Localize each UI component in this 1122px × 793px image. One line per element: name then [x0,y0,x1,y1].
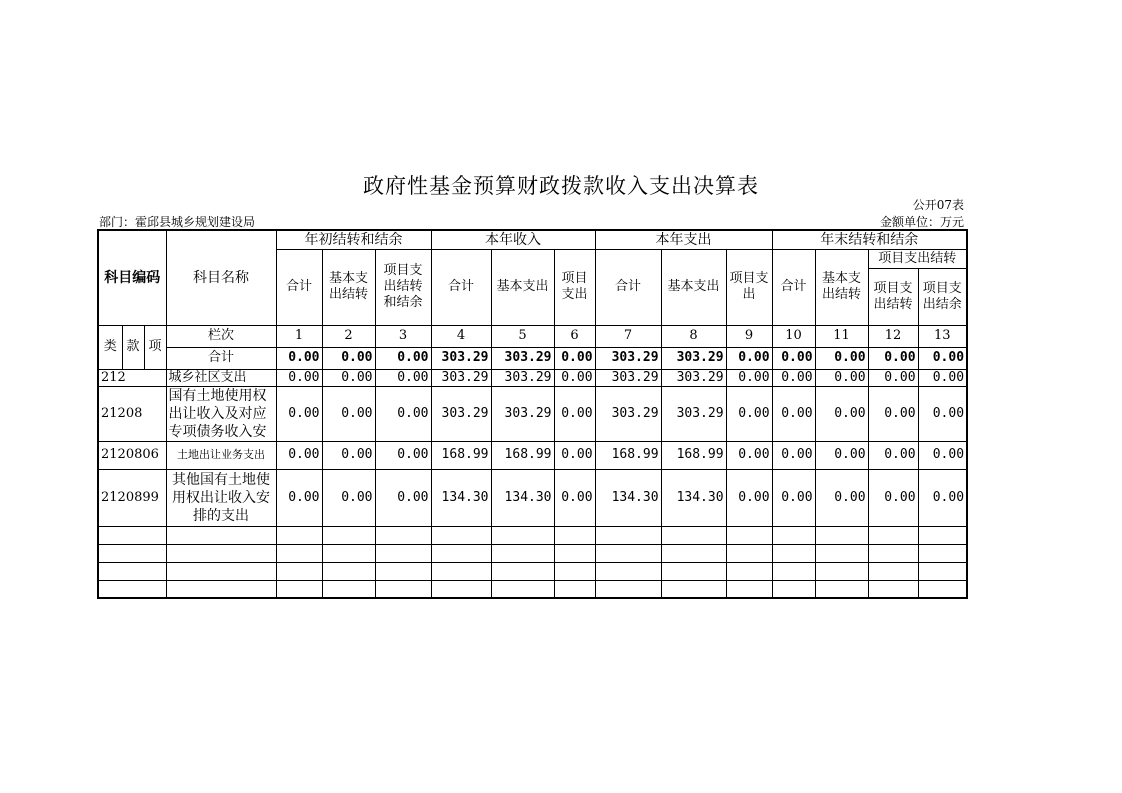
row-value: 0.00 [554,386,595,441]
row-value: 0.00 [918,441,967,469]
project-carry-group-header: 项目支出结转 [868,249,967,268]
row-value: 0.00 [918,386,967,441]
row-value: 303.29 [431,369,491,386]
row-value: 168.99 [661,441,726,469]
table-row [98,469,967,526]
form-number: 公开07表 [912,198,964,212]
col-number: 2 [322,325,375,347]
row-value: 0.00 [554,469,595,526]
row-value: 134.30 [595,469,661,526]
row-value: 0.00 [772,386,815,441]
total-cell: 0.00 [868,347,918,369]
total-cell: 0.00 [815,347,868,369]
col-number: 5 [491,325,554,347]
col-number: 7 [595,325,661,347]
col-number: 3 [375,325,431,347]
row-name: 国有土地使用权出让收入及对应专项债务收入安 [166,386,276,441]
row-value: 0.00 [868,369,918,386]
total-cell: 0.00 [918,347,967,369]
row-value: 0.00 [554,441,595,469]
col-number: 4 [431,325,491,347]
row-value: 0.00 [815,469,868,526]
row-value: 303.29 [661,386,726,441]
budget-table [97,229,968,599]
total-cell: 303.29 [431,347,491,369]
subject-code-header: 科目编码 [98,230,166,325]
empty-row [98,562,967,580]
row-value: 0.00 [868,469,918,526]
col-number: 1 [276,325,322,347]
row-name: 城乡社区支出 [166,369,276,386]
total-cell: 0.00 [772,347,815,369]
heji-label: 合计 [166,347,276,369]
unit-label: 金额单位：万元 [879,215,964,229]
expense-project-header: 项目支出 [726,249,772,325]
total-cell: 303.29 [491,347,554,369]
row-value: 134.30 [661,469,726,526]
row-value: 0.00 [772,369,815,386]
row-value: 0.00 [815,441,868,469]
row-value: 0.00 [772,441,815,469]
row-value: 0.00 [276,369,322,386]
income-total-header: 合计 [431,249,491,325]
row-value: 0.00 [322,369,375,386]
row-code: 21208 [98,386,166,441]
row-value: 0.00 [322,469,375,526]
total-cell: 0.00 [375,347,431,369]
row-value: 0.00 [868,386,918,441]
row-value: 0.00 [726,386,772,441]
total-cell: 0.00 [322,347,375,369]
row-value: 0.00 [375,441,431,469]
row-value: 0.00 [276,469,322,526]
row-value: 0.00 [726,441,772,469]
row-value: 134.30 [431,469,491,526]
col-number: 13 [918,325,967,347]
page-title: 政府性基金预算财政拨款收入支出决算表 [363,174,759,198]
col-number: 12 [868,325,918,347]
begin-project-carry-surplus-header: 项目支出结转和结余 [375,249,431,325]
row-value: 303.29 [661,369,726,386]
row-value: 0.00 [554,369,595,386]
row-value: 0.00 [772,469,815,526]
total-cell: 0.00 [554,347,595,369]
row-value: 0.00 [868,441,918,469]
end-total-header: 合计 [772,249,815,325]
col-number: 11 [815,325,868,347]
group-expense-header: 本年支出 [595,230,772,249]
row-value: 303.29 [491,386,554,441]
xiang-header: 项 [144,325,166,369]
row-code: 212 [98,369,166,386]
total-cell: 0.00 [276,347,322,369]
row-value: 168.99 [491,441,554,469]
expense-basic-header: 基本支出 [661,249,726,325]
income-basic-header: 基本支出 [491,249,554,325]
col-number: 10 [772,325,815,347]
row-value: 0.00 [375,369,431,386]
end-project-surplus-header: 项目支出结余 [918,268,967,325]
group-begin-header: 年初结转和结余 [276,230,431,249]
begin-total-header: 合计 [276,249,322,325]
col-number: 9 [726,325,772,347]
row-value: 0.00 [918,369,967,386]
row-value: 168.99 [595,441,661,469]
row-value: 0.00 [815,386,868,441]
lanci-label: 栏次 [166,325,276,347]
row-value: 303.29 [431,386,491,441]
row-value: 0.00 [726,469,772,526]
row-value: 0.00 [375,386,431,441]
row-value: 303.29 [595,369,661,386]
end-basic-carry-header: 基本支出结转 [815,249,868,325]
row-value: 134.30 [491,469,554,526]
empty-row [98,526,967,544]
department-label: 部门：霍邱县城乡规划建设局 [99,215,256,229]
row-value: 303.29 [491,369,554,386]
row-code: 2120899 [98,469,166,526]
expense-total-header: 合计 [595,249,661,325]
row-value: 168.99 [431,441,491,469]
row-value: 0.00 [276,386,322,441]
total-cell: 303.29 [595,347,661,369]
total-cell: 0.00 [726,347,772,369]
empty-row [98,544,967,562]
income-project-header: 项目支出 [554,249,595,325]
row-value: 0.00 [276,441,322,469]
row-value: 303.29 [595,386,661,441]
row-value: 0.00 [726,369,772,386]
lei-header: 类 [98,325,122,369]
table-row [98,386,967,441]
subject-name-header: 科目名称 [166,230,276,325]
kuan-header: 款 [122,325,144,369]
row-value: 0.00 [918,469,967,526]
group-income-header: 本年收入 [431,230,595,249]
col-number: 8 [661,325,726,347]
total-cell: 303.29 [661,347,726,369]
row-name: 土地出让业务支出 [166,441,276,469]
end-project-carry-header: 项目支出结转 [868,268,918,325]
row-name: 其他国有土地使用权出让收入安排的支出 [166,469,276,526]
group-end-header: 年末结转和结余 [772,230,967,249]
row-code: 2120806 [98,441,166,469]
empty-row [98,580,967,598]
row-value: 0.00 [322,441,375,469]
table-row [98,369,967,386]
row-value: 0.00 [322,386,375,441]
table-row [98,441,967,469]
row-value: 0.00 [375,469,431,526]
col-number: 6 [554,325,595,347]
row-value: 0.00 [815,369,868,386]
begin-basic-carry-header: 基本支出结转 [322,249,375,325]
